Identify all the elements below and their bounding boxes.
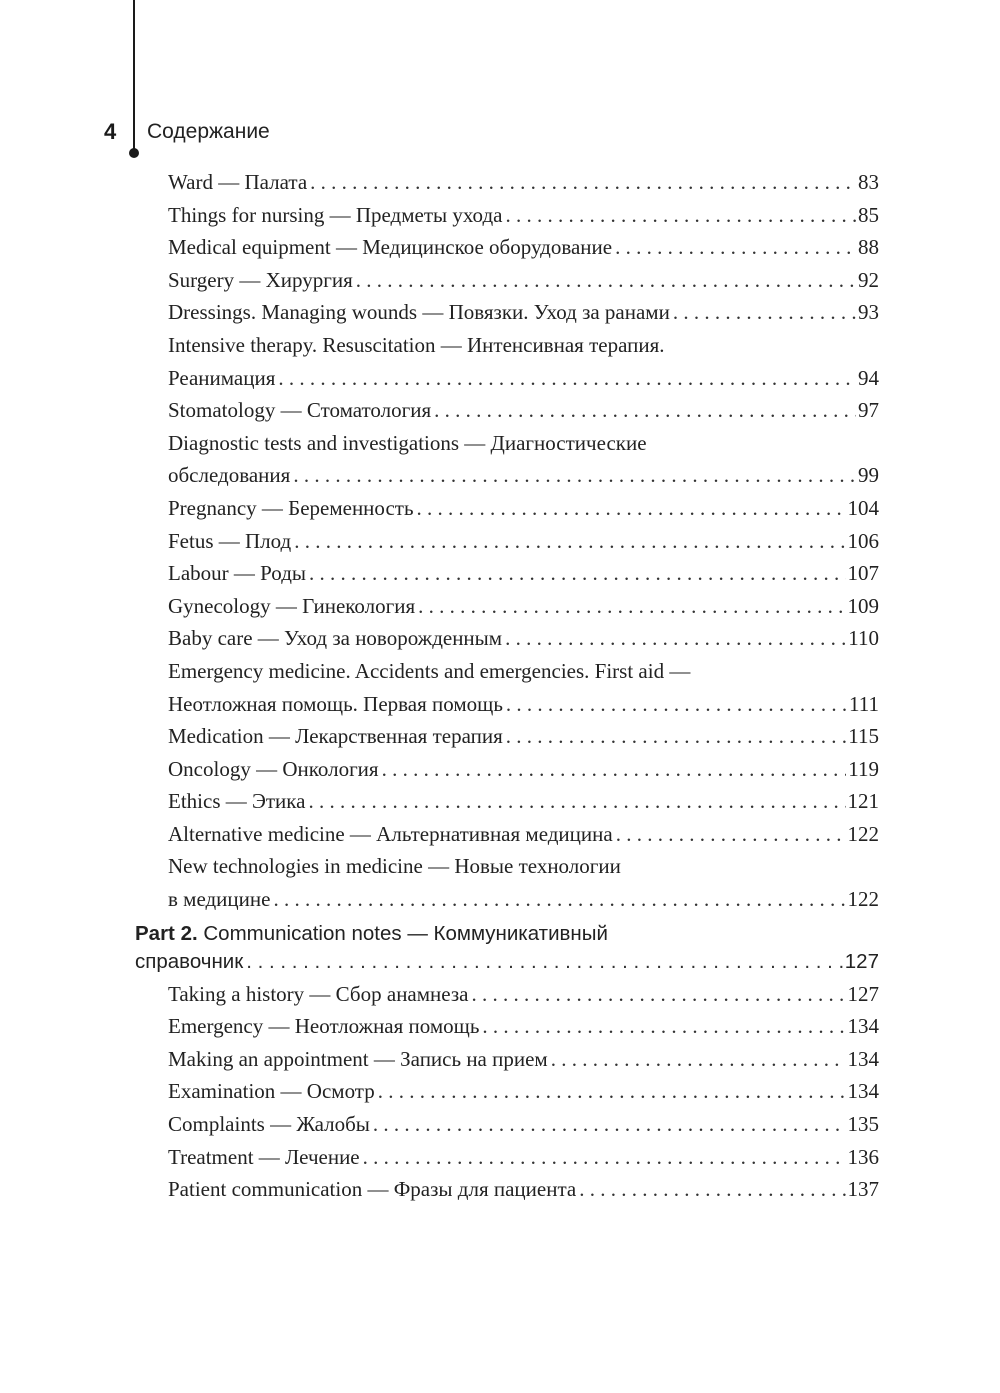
- dot-leader: [294, 525, 845, 558]
- dot-leader: [293, 459, 856, 492]
- dot-leader: [505, 199, 856, 232]
- dot-leader: [278, 362, 856, 395]
- toc-entry[interactable]: [135, 1010, 879, 1043]
- toc-entry[interactable]: [135, 655, 879, 720]
- toc-entry-title: Making an appointment — Запись на прием: [168, 1046, 548, 1071]
- dot-leader: [579, 1173, 845, 1206]
- toc-entry-page: 97: [858, 398, 879, 423]
- toc-entry-title: Pregnancy — Беременность: [168, 495, 414, 520]
- toc-entry-title-line1: Intensive therapy. Resuscitation — Интенсивная терапия.: [168, 332, 665, 357]
- part-heading[interactable]: [135, 920, 879, 976]
- toc-entry-page: 137: [847, 1177, 879, 1202]
- toc-entry-title: в медицине: [168, 887, 271, 912]
- margin-rule-dot: [129, 148, 139, 158]
- dot-leader: [615, 231, 856, 264]
- toc-entry-page: 111: [849, 691, 879, 716]
- toc-entry-page: 136: [847, 1144, 879, 1169]
- toc-entry-title-line1: New technologies in medicine — Новые технологии: [168, 854, 621, 879]
- toc-entry[interactable]: [135, 525, 879, 558]
- dot-leader: [246, 948, 843, 976]
- toc-entry[interactable]: [135, 231, 879, 264]
- toc-entry-page: 107: [847, 561, 879, 586]
- toc-entry-page: 134: [847, 1014, 879, 1039]
- toc-entry[interactable]: [135, 264, 879, 297]
- dot-leader: [434, 394, 856, 427]
- toc-entry[interactable]: [135, 850, 879, 915]
- running-head: Содержание: [147, 120, 270, 143]
- toc-entry-title: обследования: [168, 463, 291, 488]
- toc-entry[interactable]: [135, 818, 879, 851]
- toc-entry-title: Ethics — Этика: [168, 789, 306, 814]
- toc-entry-title: Неотложная помощь. Первая помощь: [168, 691, 503, 716]
- part-label: Part 2.: [135, 921, 198, 945]
- dot-leader: [309, 557, 846, 590]
- toc-entry-title: Fetus — Плод: [168, 528, 292, 553]
- toc-entry[interactable]: [135, 622, 879, 655]
- toc-entry-title: Gynecology — Гинекология: [168, 593, 416, 618]
- dot-leader: [363, 1141, 846, 1174]
- toc-entry[interactable]: [135, 1075, 879, 1108]
- toc-entry-page: 115: [848, 724, 879, 749]
- dot-leader: [373, 1108, 846, 1141]
- toc-entry-title: Medication — Лекарственная терапия: [168, 724, 503, 749]
- toc-entry-title: Alternative medicine — Альтернативная медицина: [168, 821, 613, 846]
- page-number: 4: [104, 119, 117, 144]
- toc-entry-title: Surgery — Хирургия: [168, 267, 353, 292]
- dot-leader: [551, 1043, 846, 1076]
- toc-entry-page: 83: [858, 170, 879, 194]
- dot-leader: [310, 166, 856, 199]
- toc-entry[interactable]: [135, 1108, 879, 1141]
- part-title: справочник: [135, 949, 244, 973]
- toc-entry-page: 121: [847, 789, 879, 814]
- dot-leader: [378, 1075, 846, 1108]
- toc-entry[interactable]: [135, 427, 879, 492]
- dot-leader: [471, 978, 845, 1011]
- toc-entry-title: Medical equipment — Медицинское оборудование: [168, 235, 613, 260]
- toc-entry-title: Patient communication — Фразы для пациента: [168, 1177, 577, 1202]
- toc-entry-page: 134: [847, 1079, 879, 1104]
- toc-entry[interactable]: [135, 557, 879, 590]
- toc-entry[interactable]: [135, 720, 879, 753]
- toc-entry-title: Examination — Осмотр: [168, 1079, 375, 1104]
- toc-entry-title: Treatment — Лечение: [168, 1144, 360, 1169]
- dot-leader: [418, 590, 845, 623]
- dot-leader: [308, 785, 845, 818]
- toc-entry-page: 122: [847, 887, 879, 912]
- toc-entry-page: 122: [847, 821, 879, 846]
- toc-entry-page: 104: [847, 495, 879, 520]
- dot-leader: [506, 720, 847, 753]
- toc-entry[interactable]: [135, 199, 879, 232]
- toc-entry[interactable]: [135, 394, 879, 427]
- toc-entry-page: 92: [858, 267, 879, 292]
- toc-entry-page: 93: [858, 300, 879, 325]
- toc-entry[interactable]: [135, 329, 879, 394]
- dot-leader: [506, 688, 847, 721]
- toc-entry-page: 106: [847, 528, 879, 553]
- toc-entry-title: Taking a history — Сбор анамнеза: [168, 981, 469, 1006]
- toc-entry[interactable]: [135, 785, 879, 818]
- margin-rule: [133, 0, 135, 152]
- toc-entry-title-line1: Diagnostic tests and investigations — Диагностические: [168, 430, 647, 455]
- toc-entry[interactable]: [135, 166, 879, 199]
- toc-entry[interactable]: [135, 492, 879, 525]
- toc-entry-page: 110: [848, 626, 879, 651]
- dot-leader: [417, 492, 846, 525]
- toc-entry-title: Oncology — Онкология: [168, 756, 379, 781]
- toc-entry-title: Ward — Палата: [168, 170, 308, 194]
- toc-entry[interactable]: [135, 590, 879, 623]
- toc-entry-page: 135: [847, 1112, 879, 1137]
- toc-entry-page: 88: [858, 235, 879, 260]
- toc-entry-page: 85: [858, 202, 879, 227]
- part-title-line1: Communication notes — Коммуникативный: [203, 921, 608, 945]
- toc-entry-page: 119: [848, 756, 879, 781]
- dot-leader: [616, 818, 846, 851]
- toc-entry-page: 109: [847, 593, 879, 618]
- dot-leader: [505, 622, 846, 655]
- toc-entry[interactable]: [135, 1043, 879, 1076]
- dot-leader: [673, 296, 856, 329]
- toc-entry-title-line1: Emergency medicine. Accidents and emergencies. First aid —: [168, 658, 691, 683]
- toc-entry-title: Stomatology — Стоматология: [168, 398, 432, 423]
- toc-entry[interactable]: [135, 978, 879, 1011]
- table-of-contents: [135, 166, 879, 1206]
- toc-entry-title: Things for nursing — Предметы ухода: [168, 202, 503, 227]
- toc-entry-title: Complaints — Жалобы: [168, 1112, 370, 1137]
- part-page: 127: [844, 949, 879, 973]
- toc-entry-page: 94: [858, 365, 879, 390]
- toc-entry[interactable]: [135, 296, 879, 329]
- toc-entry-title: Baby care — Уход за новорожденным: [168, 626, 503, 651]
- toc-entry-title: Dressings. Managing wounds — Повязки. Уход за ранами: [168, 300, 670, 325]
- toc-entry-page: 99: [858, 463, 879, 488]
- toc-entry[interactable]: [135, 1141, 879, 1174]
- dot-leader: [382, 753, 847, 786]
- toc-entry-title: Labour — Роды: [168, 561, 306, 586]
- toc-entry-title: Реанимация: [168, 365, 276, 390]
- dot-leader: [273, 883, 845, 916]
- toc-entry-title: Emergency — Неотложная помощь: [168, 1014, 480, 1039]
- toc-entry-page: 127: [847, 981, 879, 1006]
- toc-entry-page: 134: [847, 1046, 879, 1071]
- dot-leader: [356, 264, 856, 297]
- dot-leader: [482, 1010, 845, 1043]
- toc-entry[interactable]: [135, 753, 879, 786]
- toc-entry[interactable]: [135, 1173, 879, 1206]
